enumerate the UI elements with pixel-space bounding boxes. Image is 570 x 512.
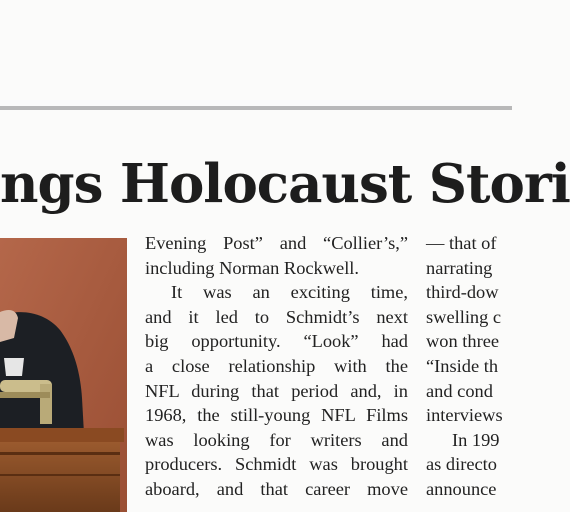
text-line: It was an exciting time,	[171, 282, 408, 303]
text-line: as directo	[426, 454, 497, 475]
article-column-right	[426, 231, 512, 502]
text-line: producers. Schmidt was brought	[145, 454, 408, 475]
text-line: — that of	[426, 233, 497, 253]
article-column-middle	[145, 231, 408, 502]
text-line: was looking for writers and	[145, 429, 408, 450]
text-line: 1968, the still-young NFL Films	[145, 405, 408, 426]
section-divider	[0, 106, 512, 110]
text-line: third-dow	[426, 282, 499, 303]
text-line: and it led to Schmidt’s next	[145, 306, 408, 327]
text-line: narrating	[426, 257, 493, 278]
text-line: aboard, and that career move	[145, 478, 408, 499]
text-line: including Norman Rockwell.	[145, 257, 360, 278]
text-line: “Inside th	[426, 355, 499, 376]
article-photo	[0, 238, 127, 512]
text-line: won three	[426, 331, 500, 352]
text-line: a close relationship with the	[145, 355, 408, 376]
text-line: big opportunity. “Look” had	[145, 331, 408, 352]
article-headline: ngs Holocaust Stori	[0, 153, 570, 215]
text-line: interviews	[426, 405, 503, 426]
text-line: swelling c	[426, 306, 502, 327]
text-line: NFL during that period and, in	[145, 380, 408, 401]
text-line: In 199	[452, 429, 500, 450]
text-line: Evening Post” and “Collier’s,”	[145, 233, 408, 253]
text-line: announce	[426, 478, 497, 499]
text-line: and cond	[426, 380, 493, 401]
